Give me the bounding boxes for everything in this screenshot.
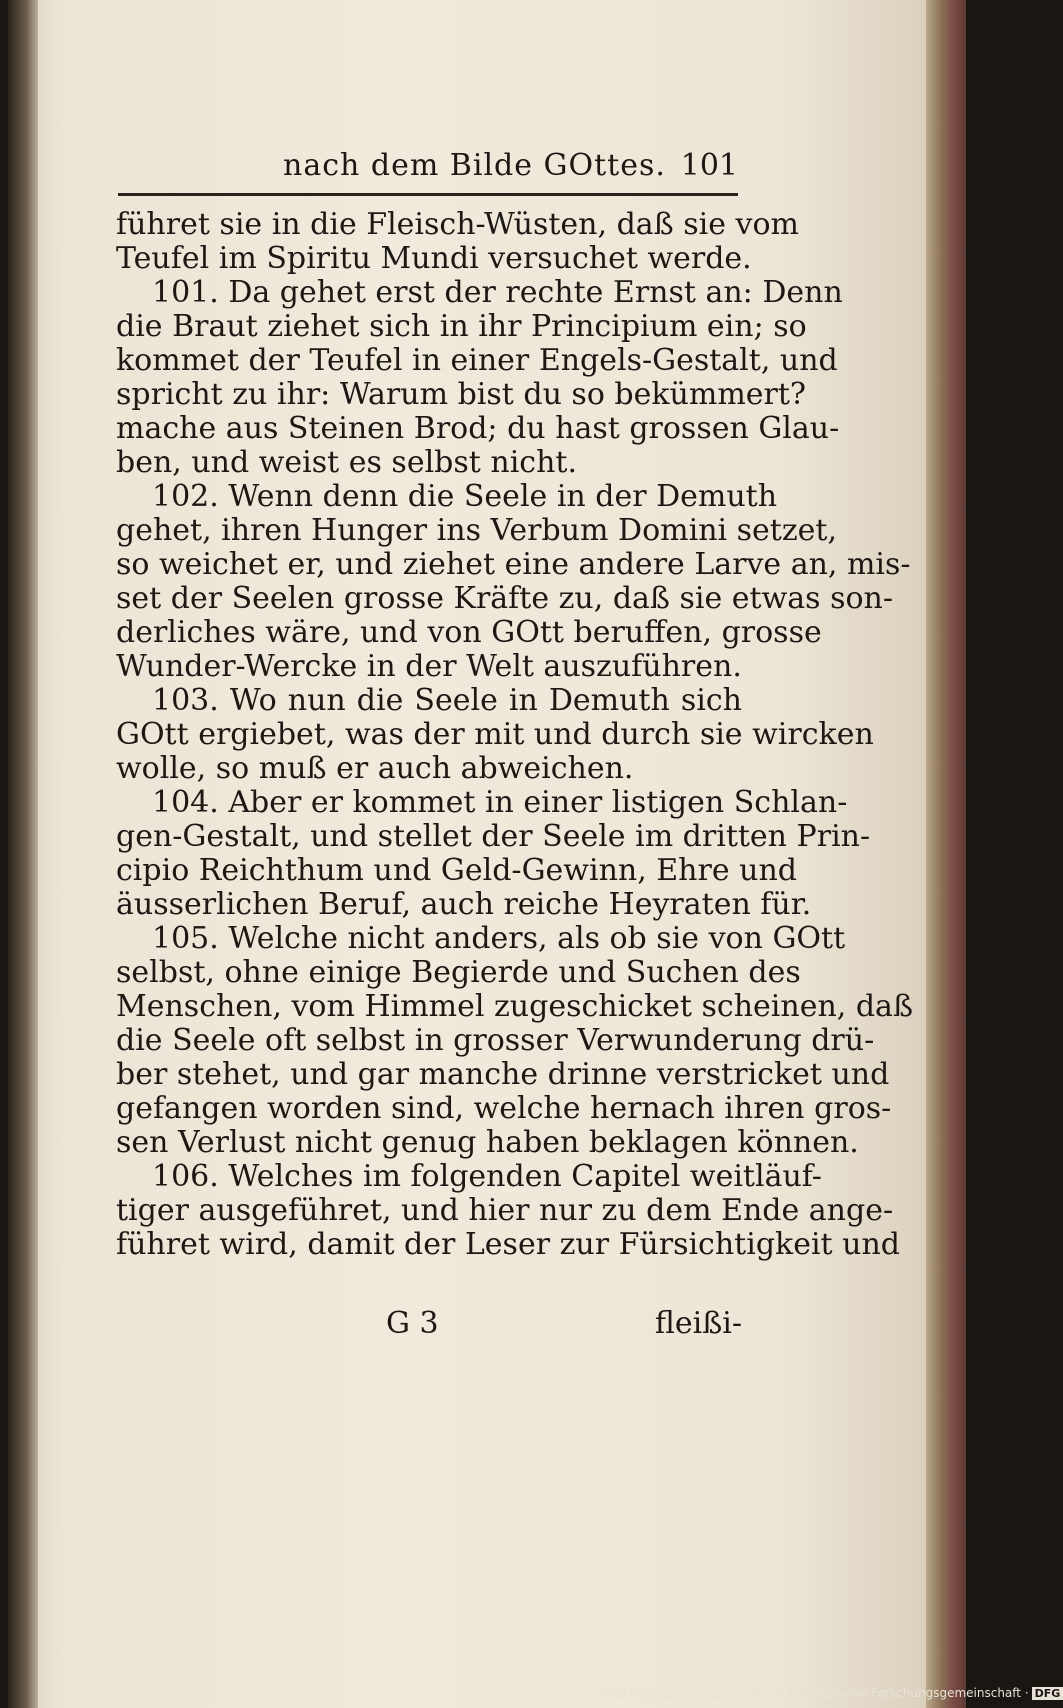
running-head: nach dem Bilde GOttes. bbox=[283, 148, 666, 183]
text-line: gefangen worden sind, welche hernach ihren gros- bbox=[116, 1091, 892, 1126]
text-line: 102. Wenn denn die Seele in der Demuth bbox=[152, 479, 778, 514]
text-line: mache aus Steinen Brod; du hast grossen Glau- bbox=[116, 411, 840, 446]
text-line: Wunder-Wercke in der Welt auszuführen. bbox=[116, 649, 742, 684]
page-header bbox=[118, 148, 738, 188]
text-line: so weichet er, und ziehet eine andere Larve an, mis- bbox=[116, 547, 911, 582]
gutter-shadow bbox=[8, 0, 38, 1708]
text-line: Menschen, vom Himmel zugeschicket scheinen, daß bbox=[116, 989, 913, 1024]
text-line: 106. Welches im folgenden Capitel weitläuf- bbox=[152, 1159, 822, 1194]
digitization-credit bbox=[600, 1686, 1063, 1700]
text-line: ber stehet, und gar manche drinne verstricket und bbox=[116, 1057, 890, 1092]
text-line: äusserlichen Beruf, auch reiche Heyraten für. bbox=[116, 887, 812, 922]
text-line: 105. Welche nicht anders, als ob sie von GOtt bbox=[152, 921, 846, 956]
text-line: sen Verlust nicht genug haben beklagen können. bbox=[116, 1125, 859, 1160]
text-line: ben, und weist es selbst nicht. bbox=[116, 445, 578, 480]
dfg-logo: DFG bbox=[1032, 1687, 1063, 1700]
text-line: führet sie in die Fleisch-Wüsten, daß sie vom bbox=[116, 207, 799, 242]
text-line: cipio Reichthum und Geld-Gewinn, Ehre und bbox=[116, 853, 797, 888]
text-line: 101. Da gehet erst der rechte Ernst an: Denn bbox=[152, 275, 843, 310]
text-line: die Braut ziehet sich in ihr Principium ein; so bbox=[116, 309, 807, 344]
text-line: 103. Wo nun die Seele in Demuth sich bbox=[152, 683, 742, 718]
text-line: set der Seelen grosse Kräfte zu, daß sie etwas son- bbox=[116, 581, 893, 616]
text-line: selbst, ohne einige Begierde und Suchen des bbox=[116, 955, 801, 990]
text-line: wolle, so muß er auch abweichen. bbox=[116, 751, 634, 786]
text-line: führet wird, damit der Leser zur Fürsichtigkeit und bbox=[116, 1227, 900, 1262]
text-line: derliches wäre, und von GOtt beruffen, grosse bbox=[116, 615, 822, 650]
text-line: gehet, ihren Hunger ins Verbum Domini setzet, bbox=[116, 513, 837, 548]
text-line: die Seele oft selbst in grosser Verwunderung drü- bbox=[116, 1023, 875, 1058]
header-rule bbox=[118, 193, 738, 196]
page-number: 101 bbox=[680, 148, 738, 183]
signature-mark: G 3 bbox=[386, 1306, 439, 1341]
catchword: fleißi- bbox=[654, 1306, 742, 1341]
credit-text: Digitalisierung gefördert durch die Deutsche Forschungsgemeinschaft · bbox=[600, 1686, 1029, 1700]
text-line: gen-Gestalt, und stellet der Seele im dritten Prin- bbox=[116, 819, 871, 854]
text-line: Teufel im Spiritu Mundi versuchet werde. bbox=[116, 241, 752, 276]
page-edge bbox=[926, 0, 966, 1708]
text-line: spricht zu ihr: Warum bist du so bekümmert? bbox=[116, 377, 806, 412]
text-block bbox=[116, 207, 913, 1262]
text-line: kommet der Teufel in einer Engels-Gestalt, und bbox=[116, 343, 838, 378]
text-line: tiger ausgeführet, und hier nur zu dem Ende ange- bbox=[116, 1193, 894, 1228]
page-footer bbox=[116, 1306, 742, 1346]
text-line: GOtt ergiebet, was der mit und durch sie wircken bbox=[116, 717, 874, 752]
text-line: 104. Aber er kommet in einer listigen Schlan- bbox=[152, 785, 848, 820]
